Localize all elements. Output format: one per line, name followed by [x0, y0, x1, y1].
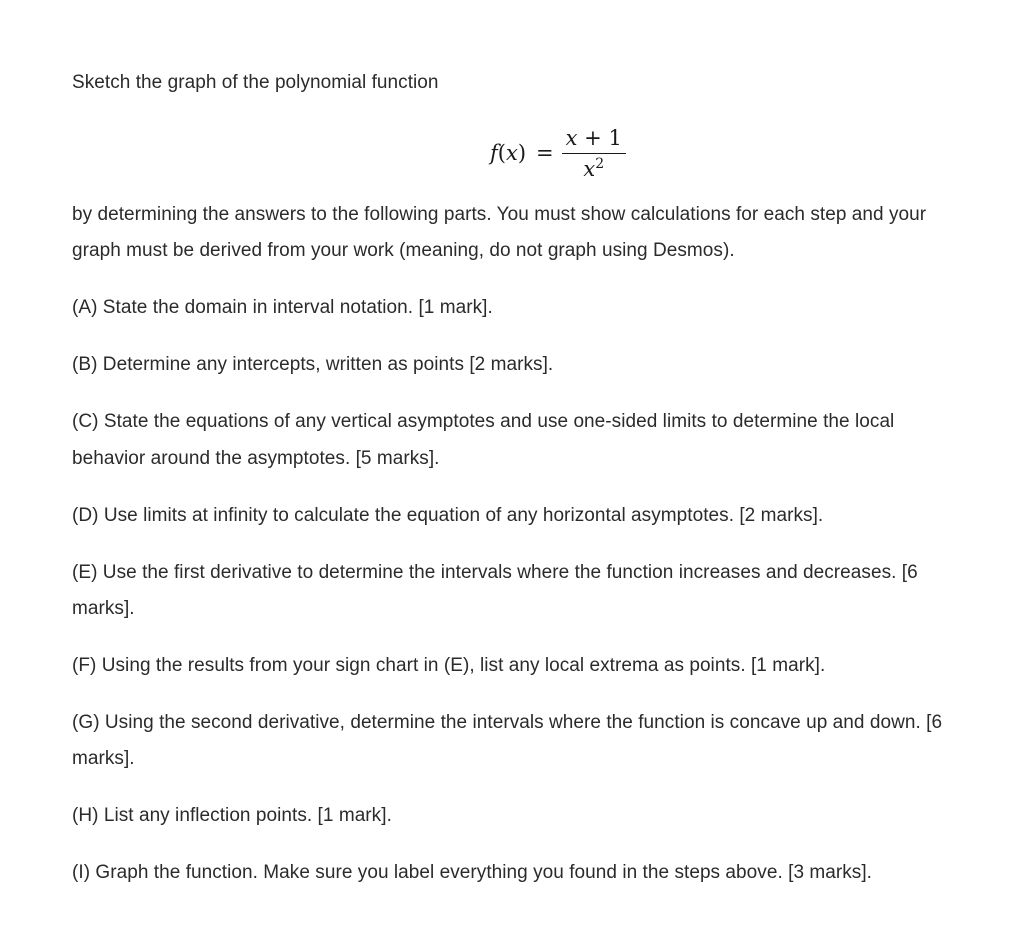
part-c-line-1: (C) State the equations of any vertical asymptotes and use one-sided limits to determine the local: [72, 411, 895, 432]
part-g-line-2: marks].: [72, 748, 135, 769]
formula-denominator: [583, 154, 604, 181]
numerator-const: 1: [608, 125, 622, 150]
part-f: (F) Using the results from your sign chart in (E), list any local extrema as points. [1 mark].: [72, 655, 826, 676]
part-e-line-2: marks].: [72, 598, 135, 619]
part-h: (H) List any inflection points. [1 mark].: [72, 805, 392, 826]
numerator-op: +: [584, 125, 602, 150]
part-e-line-1: (E) Use the first derivative to determine the intervals where the function increases and decreases. [6: [72, 562, 918, 583]
part-d: (D) Use limits at infinity to calculate the equation of any horizontal asymptotes. [2 marks].: [72, 505, 824, 526]
denominator-exponent: 2: [595, 155, 605, 172]
part-g-line-1: (G) Using the second derivative, determine the intervals where the function is concave up and down. [6: [72, 712, 943, 733]
denominator-var: x: [583, 156, 596, 181]
numerator-var: x: [565, 125, 578, 150]
part-c-line-2: behavior around the asymptotes. [5 marks].: [72, 448, 440, 469]
function-formula: [490, 118, 626, 188]
instructions-line-1: by determining the answers to the following parts. You must show calculations for each step and your: [72, 204, 927, 225]
function-variable: x: [505, 141, 518, 165]
formula-equals: =: [536, 141, 554, 165]
formula-numerator: [562, 126, 626, 154]
part-a: (A) State the domain in interval notation. [1 mark].: [72, 297, 493, 318]
intro-text: Sketch the graph of the polynomial function: [72, 72, 439, 93]
formula-lhs: f(x): [490, 141, 527, 165]
formula-fraction: [562, 126, 626, 181]
instructions-line-2: graph must be derived from your work (meaning, do not graph using Desmos).: [72, 240, 735, 261]
part-b: (B) Determine any intercepts, written as points [2 marks].: [72, 354, 554, 375]
part-i: (I) Graph the function. Make sure you label everything you found in the steps above. [3 marks].: [72, 862, 873, 883]
function-name: f: [490, 141, 498, 165]
